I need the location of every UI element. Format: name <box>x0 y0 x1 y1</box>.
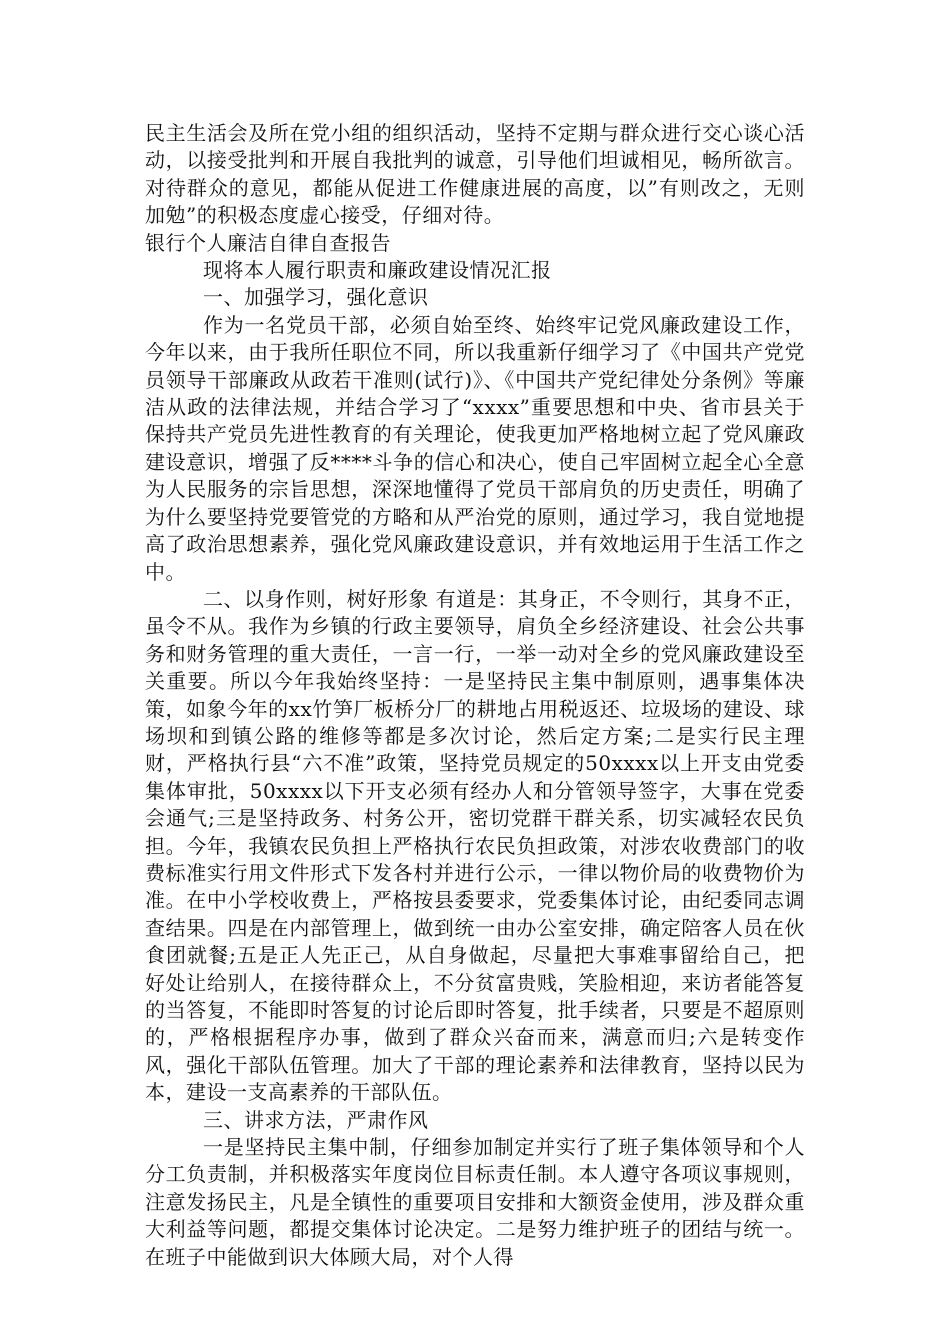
report-opening: 现将本人履行职责和廉政建设情况汇报 <box>203 258 552 283</box>
section-heading-3: 三、讲求方法，严肃作风 <box>203 1107 429 1132</box>
paragraph-intro-continuation: 民主生活会及所在党小组的组织活动，坚持不定期与群众进行交心谈心活动，以接受批判和开展自我批判的诚意，引导他们坦诚相见，畅所欲言。对待群众的意见，都能从促进工作健康进展的高度，以”有则改之，无则加勉”的积极态度虚心接受，仔细对待。 <box>145 121 805 228</box>
paragraph-method: 一是坚持民主集中制，仔细参加制定并实行了班子集体领导和个人分工负责制，并积极落实年度岗位目标责任制。本人遵守各项议事规则，注意发扬民主，凡是全镇性的重要项目安排和大额资金使用，涉及群众重大利益等问题，都提交集体讨论决定。二是努力维护班子的团结与统一。在班子中能做到识大体顾大局，对个人得 <box>145 1135 805 1269</box>
paragraph-study: 作为一名党员干部，必须自始至终、始终牢记党风廉政建设工作，今年以来，由于我所任职位不同，所以我重新仔细学习了《中国共产党党员领导干部廉政从政若干准则(试行)》、《中国共产党纪律处分条例》等廉洁从政的法律法规，并结合学习了“xxxx”重要思想和中央、省市县关于保持共产党员先进性教育的有关理论，使我更加严格地树立起了党风廉政建设意识，增强了反****斗争的信心和决心，使自己牢固树立起全心全意为人民服务的宗旨思想，深深地懂得了党员干部肩负的历史责任，明确了为什么要坚持党要管党的方略和从严治党的原则，通过学习，我自觉地提高了政治思想素养，强化党风廉政建设意识，并有效地运用于生活工作之中。 <box>145 312 805 584</box>
document-body <box>145 120 805 1271</box>
paragraph-example: 二、以身作则，树好形象 有道是：其身正，不令则行，其身不正，虽令不从。我作为乡镇的行政主要领导，肩负全乡经济建设、社会公共事务和财务管理的重大责任，一言一行，一举一动对全乡的党风廉政建设至关重要。所以今年我始终坚持：一是坚持民主集中制原则，遇事集体决策，如象今年的xx竹笋厂板桥分厂的耕地占用税返还、垃圾场的建设、球场坝和到镇公路的维修等都是多次讨论，然后定方案;二是实行民主理财，严格执行县“六不准”政策，坚持党员规定的50xxxx以上开支由党委集体审批，50xxxx以下开支必须有经办人和分管领导签字，大事在党委会通气;三是坚持政务、村务公开，密切党群干群关系，切实减轻农民负担。今年，我镇农民负担上严格执行农民负担政策，对涉农收费部门的收费标准实行用文件形式下发各村并进行公示，一律以物价局的收费物价为准。在中小学校收费上，严格按县委要求，党委集体讨论，由纪委同志调查结果。四是在内部管理上，做到统一由办公室安排，确定陪客人员在伙食团就餐;五是正人先正己，从自身做起，尽量把大事难事留给自己，把好处让给别人，在接待群众上，不分贫富贵贱，笑脸相迎，来访者能答复的当答复，不能即时答复的讨论后即时答复，批手续者，只要是不超原则的，严格根据程序办事，做到了群众兴奋而来，满意而归;六是转变作风，强化干部队伍管理。加大了干部的理论素养和法律教育，坚持以民为本，建设一支高素养的干部队伍。 <box>145 586 805 1105</box>
section-heading-1: 一、加强学习，强化意识 <box>203 285 429 310</box>
report-title: 银行个人廉洁自律自查报告 <box>145 230 391 255</box>
